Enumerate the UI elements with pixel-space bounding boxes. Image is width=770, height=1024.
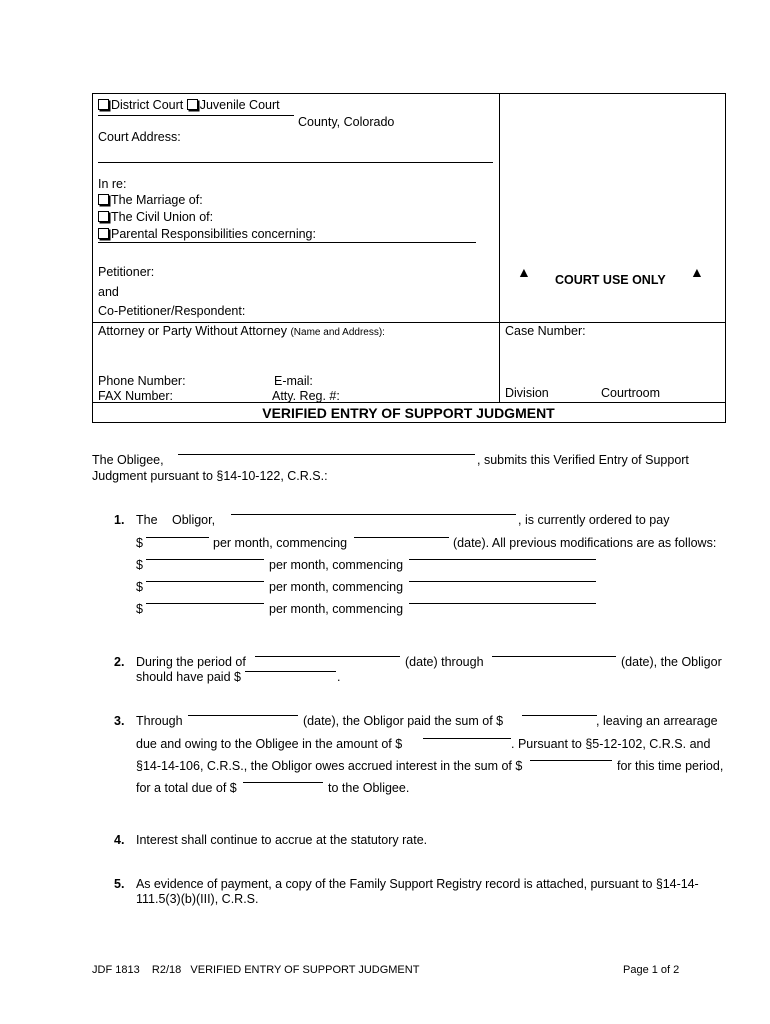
item-3-text-i: to the Obligee. (328, 781, 410, 795)
through-date-field[interactable] (188, 715, 298, 716)
attorney-label: Attorney or Party Without Attorney (98, 324, 287, 338)
petitioner-label: Petitioner: (98, 265, 155, 279)
case-number-label: Case Number: (505, 324, 586, 338)
mod-2-dollar: $ (136, 580, 143, 594)
mod-3-date-field[interactable] (409, 603, 596, 604)
commencing-date-field[interactable] (354, 537, 449, 538)
caption-divider (499, 93, 500, 402)
caption-row-divider (92, 322, 725, 323)
item-2-number: 2. (114, 655, 125, 669)
mod-3-amount-field[interactable] (146, 603, 264, 604)
court-use-only-label: COURT USE ONLY (555, 273, 666, 287)
courtroom-label: Courtroom (601, 386, 661, 400)
monthly-amount-field[interactable] (146, 537, 209, 538)
item-1-number: 1. (114, 513, 125, 527)
mod-1-date-field[interactable] (409, 559, 596, 560)
marriage-label: The Marriage of: (111, 193, 203, 207)
item-1-dollar: $ (136, 536, 143, 550)
item-5-text-a: As evidence of payment, a copy of the Family Support Registry record is attached, pursuant to §14-14- (136, 877, 699, 891)
civil-union-label: The Civil Union of: (111, 210, 214, 224)
atty-reg-label: Atty. Reg. #: (272, 389, 340, 403)
mod-1-per-month: per month, commencing (269, 558, 404, 572)
mod-1-dollar: $ (136, 558, 143, 572)
item-1-text-a: The (136, 513, 158, 527)
item-5-text-b: 111.5(3)(b)(III), C.R.S. (136, 892, 259, 906)
document-title: VERIFIED ENTRY OF SUPPORT JUDGMENT (262, 405, 555, 421)
mod-3-dollar: $ (136, 602, 143, 616)
title-row-divider (92, 402, 725, 403)
parental-row (98, 227, 316, 241)
obligee-name-field[interactable] (178, 454, 475, 455)
phone-label: Phone Number: (98, 374, 186, 388)
email-label: E-mail: (274, 374, 313, 388)
item-3-number: 3. (114, 714, 125, 728)
item-2-period: . (337, 670, 341, 684)
in-re-label: In re: (98, 177, 127, 191)
arrearage-amount-field[interactable] (423, 738, 511, 739)
period-end-field[interactable] (492, 656, 616, 657)
item-3-text-a: Through (136, 714, 183, 728)
item-2-text-b: (date) through (405, 655, 484, 669)
footer-page-number: Page 1 of 2 (623, 964, 680, 976)
footer-form-id: JDF 1813 R2/18 VERIFIED ENTRY OF SUPPORT JUDGMENT (92, 964, 420, 976)
triangle-up-icon: ▲ (690, 264, 704, 280)
submits-text: , submits this Verified Entry of Support (477, 453, 689, 467)
mod-2-per-month: per month, commencing (269, 580, 404, 594)
item-1-date-text: (date). All previous modifications are as follows: (453, 536, 717, 550)
court-address-label: Court Address: (98, 130, 181, 144)
paid-sum-field[interactable] (522, 715, 597, 716)
item-2-text-d: should have paid $ (136, 670, 241, 684)
marriage-row (98, 193, 203, 207)
co-petitioner-label: Co-Petitioner/Respondent: (98, 304, 246, 318)
item-3-text-h: for a total due of $ (136, 781, 237, 795)
item-1-text-b: Obligor, (172, 513, 216, 527)
juvenile-court-label: Juvenile Court (199, 98, 280, 112)
item-5-number: 5. (114, 877, 125, 891)
mod-2-date-field[interactable] (409, 581, 596, 582)
court-address-line[interactable] (98, 162, 493, 163)
item-3-text-f: §14-14-106, C.R.S., the Obligor owes accrued interest in the sum of $ (136, 759, 523, 773)
period-start-field[interactable] (255, 656, 400, 657)
county-field[interactable] (98, 115, 294, 116)
civil-union-row (98, 210, 213, 224)
accrued-interest-field[interactable] (530, 760, 612, 761)
attorney-note: (Name and Address): (290, 327, 385, 338)
item-2-text-c: (date), the Obligor (621, 655, 722, 669)
division-label: Division (505, 386, 549, 400)
county-label: County, Colorado (298, 115, 395, 129)
item-1-text-c: , is currently ordered to pay (518, 513, 670, 527)
parental-checkbox[interactable] (98, 228, 109, 239)
district-court-label: District Court (111, 98, 184, 112)
intro-line-2: Judgment pursuant to §14-10-122, C.R.S.: (92, 469, 328, 483)
and-label: and (98, 285, 119, 299)
item-3-text-g: for this time period, (617, 759, 724, 773)
juvenile-court-checkbox[interactable] (187, 99, 198, 110)
marriage-checkbox[interactable] (98, 194, 109, 205)
triangle-up-icon: ▲ (517, 264, 531, 280)
civil-union-checkbox[interactable] (98, 211, 109, 222)
court-type-row (98, 98, 280, 112)
mod-2-amount-field[interactable] (146, 581, 264, 582)
fax-label: FAX Number: (98, 389, 174, 403)
item-4-text: Interest shall continue to accrue at the statutory rate. (136, 833, 428, 847)
district-court-checkbox[interactable] (98, 99, 109, 110)
item-3-text-b: (date), the Obligor paid the sum of $ (303, 714, 504, 728)
item-4-number: 4. (114, 833, 125, 847)
item-2-text-a: During the period of (136, 655, 246, 669)
item-3-text-e: . Pursuant to §5-12-102, C.R.S. and (511, 737, 711, 751)
mod-1-amount-field[interactable] (146, 559, 264, 560)
obligee-label: The Obligee, (92, 453, 164, 467)
mod-3-per-month: per month, commencing (269, 602, 404, 616)
item-3-text-d: due and owing to the Obligee in the amount of $ (136, 737, 403, 751)
item-1-per-month: per month, commencing (213, 536, 348, 550)
item-3-text-c: , leaving an arrearage (596, 714, 718, 728)
parties-line[interactable] (98, 242, 476, 243)
caption-box (92, 93, 726, 423)
attorney-row (98, 324, 385, 338)
parental-label: Parental Responsibilities concerning: (111, 227, 316, 241)
obligor-name-field[interactable] (231, 514, 516, 515)
should-have-paid-field[interactable] (245, 671, 336, 672)
total-due-field[interactable] (243, 782, 323, 783)
